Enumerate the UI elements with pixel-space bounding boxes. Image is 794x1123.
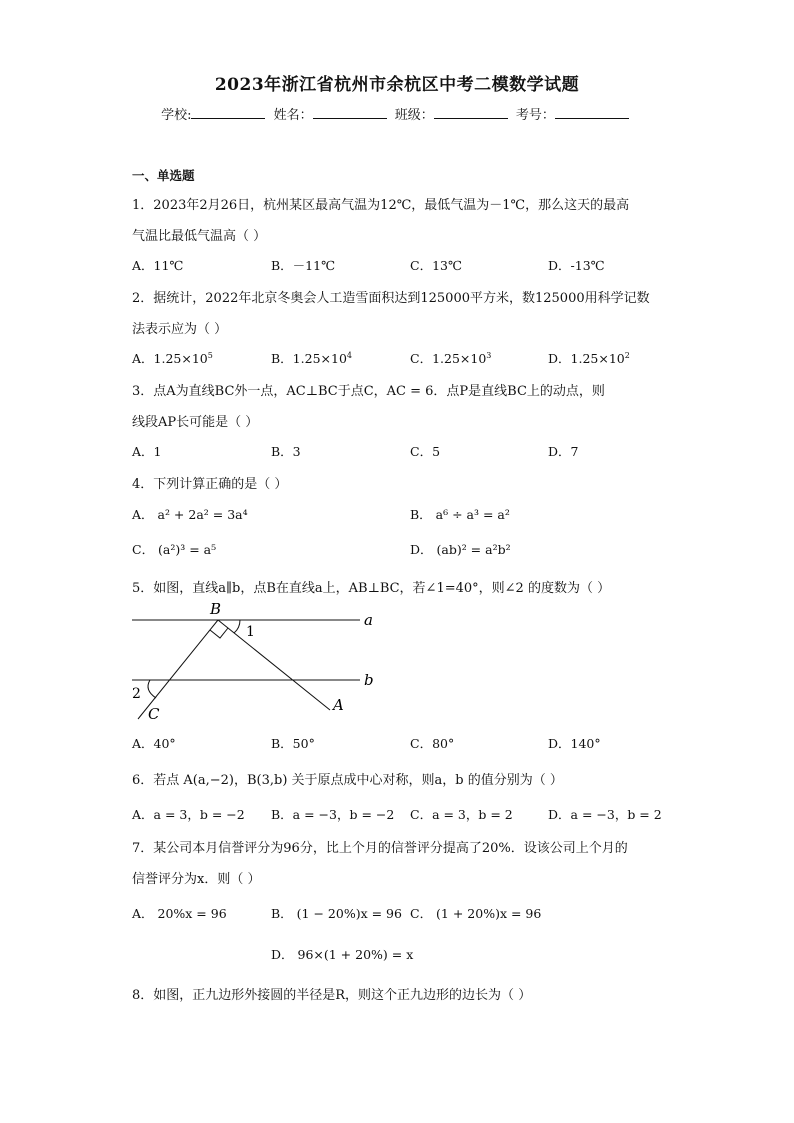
q5-option-b[interactable]: B．50° [271, 736, 315, 751]
q7-option-c[interactable]: C． (1 + 20%)x = 96 [410, 906, 542, 921]
q1-option-b[interactable]: B．－11℃ [271, 258, 336, 273]
q3-line-1: 3．点A为直线BC外一点，AC⊥BC于点C，AC = 6．点P是直线BC上的动点，则 [132, 384, 605, 399]
q4-option-c[interactable]: C． (a²)³ = a⁵ [132, 542, 217, 557]
q3-option-c[interactable]: C．5 [410, 444, 441, 459]
field-school-label: 学校: [161, 108, 192, 123]
angle-1-arc [234, 620, 240, 633]
section-heading: 一、单选题 [132, 168, 195, 183]
q4-option-a[interactable]: A． a² + 2a² = 3a⁴ [132, 507, 248, 522]
q6-option-a[interactable]: A．a = 3，b = −2 [132, 807, 245, 822]
q7-line-1: 7．某公司本月信誉评分为96分，比上个月的信誉评分提高了20%．设该公司上个月的 [132, 841, 628, 856]
label-line-a: a [364, 611, 373, 629]
q5-line-1: 5．如图，直线a∥b，点B在直线a上，AB⊥BC，若∠1=40°，则∠2 的度数为（ ） [132, 581, 611, 596]
field-school-blank[interactable] [191, 106, 265, 119]
angle-2-arc [148, 680, 156, 698]
q7-option-a[interactable]: A． 20%x = 96 [132, 906, 227, 921]
q2-option-a[interactable]: A．$1.25\times 10^5$ [132, 350, 213, 366]
label-a-point: A [333, 696, 344, 714]
q1-option-a[interactable]: A．11℃ [132, 258, 184, 273]
q3-option-b[interactable]: B．3 [271, 444, 301, 459]
q8-line-1: 8．如图，正九边形外接圆的半径是R，则这个正九边形的边长为（ ） [132, 988, 532, 1003]
label-angle-2: 2 [132, 686, 141, 702]
q3-option-a[interactable]: A．1 [132, 444, 162, 459]
field-class-blank[interactable] [434, 106, 508, 119]
field-class-label: 班级： [394, 108, 434, 123]
student-info-fields [0, 104, 794, 123]
field-number-blank[interactable] [555, 106, 629, 119]
page-title: 2023年浙江省杭州市余杭区中考二模数学试题 [214, 75, 580, 95]
q6-line-1: 6．若点 A(a,−2)，B(3,b) 关于原点成中心对称，则a，b 的值分别为（ ） [132, 773, 563, 788]
q4-option-d[interactable]: D． (ab)² = a²b² [410, 542, 511, 557]
q5-option-d[interactable]: D．140° [548, 736, 601, 751]
q2-line-2: 法表示应为（ ） [132, 322, 228, 337]
label-line-b: b [364, 671, 374, 689]
q6-option-c[interactable]: C．a = 3，b = 2 [410, 807, 513, 822]
q6-option-b[interactable]: B．a = −3，b = −2 [271, 807, 395, 822]
field-name-blank[interactable] [313, 106, 387, 119]
label-c-point: C [148, 705, 160, 723]
q4-option-b[interactable]: B． a⁶ ÷ a³ = a² [410, 507, 510, 522]
q3-option-d[interactable]: D．7 [548, 444, 579, 459]
q1-option-d[interactable]: D．-13℃ [548, 258, 605, 273]
label-angle-1: 1 [246, 624, 255, 640]
q5-geometry-figure [130, 598, 390, 723]
field-name-label: 姓名： [273, 108, 313, 123]
q7-line-2: 信誉评分为x．则（ ） [132, 872, 261, 887]
segment-ba [218, 620, 330, 710]
q2-option-d[interactable]: D．$1.25\times 10^2$ [548, 350, 630, 366]
q1-line-1: 1．2023年2月26日，杭州某区最高气温为12℃，最低气温为－1℃，那么这天的最高 [132, 198, 630, 213]
q3-line-2: 线段AP长可能是（ ） [132, 415, 259, 430]
q5-option-c[interactable]: C．80° [410, 736, 455, 751]
q2-line-1: 2．据统计，2022年北京冬奥会人工造雪面积达到125000平方米，数125000用科学记数 [132, 291, 650, 306]
right-angle-mark [210, 628, 228, 638]
q1-option-c[interactable]: C．13℃ [410, 258, 462, 273]
label-b-point: B [210, 600, 222, 618]
q6-option-d[interactable]: D．a = −3，b = 2 [548, 807, 662, 822]
q1-line-2: 气温比最低气温高（ ） [132, 229, 267, 244]
q7-option-b[interactable]: B． (1 − 20%)x = 96 [271, 906, 402, 921]
field-number-label: 考号： [515, 108, 555, 123]
q2-option-c[interactable]: C．$1.25\times 10^3$ [410, 350, 492, 366]
q2-option-b[interactable]: B．$1.25\times 10^4$ [271, 350, 352, 366]
q7-option-d[interactable]: D． 96×(1 + 20%) = x [271, 947, 414, 962]
q5-option-a[interactable]: A．40° [132, 736, 176, 751]
q4-line-1: 4．下列计算正确的是（ ） [132, 477, 288, 492]
